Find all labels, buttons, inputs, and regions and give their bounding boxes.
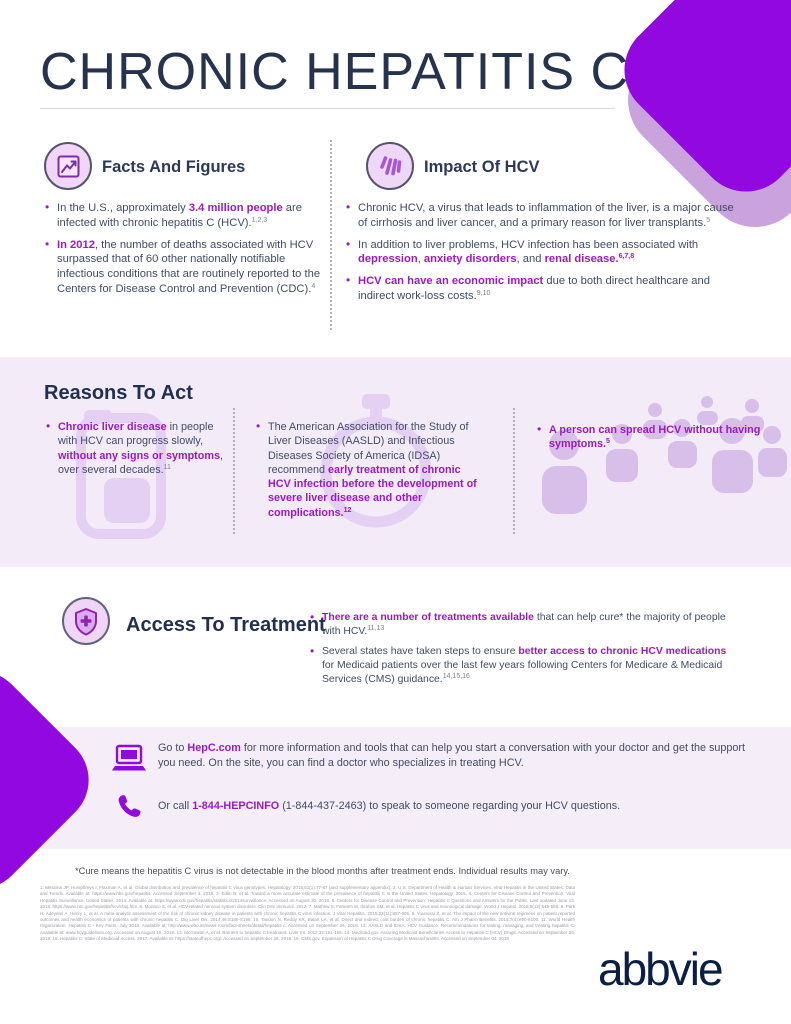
text-segment: depression xyxy=(358,253,418,266)
cta-web-text xyxy=(158,741,762,771)
reasons-col3-list xyxy=(537,423,772,459)
text-segment: without any signs or symptoms xyxy=(58,449,220,462)
facts-list xyxy=(45,201,327,304)
text-segment: The American Association for the Study of Liver Diseases (AASLD) and Infectious Diseases Society of America (IDSA) recommend xyxy=(268,421,469,476)
shield-cross-icon xyxy=(62,597,110,645)
text-segment: In addition to liver problems, HCV infection has been associated with xyxy=(358,238,699,251)
impact-heading: Impact Of HCV xyxy=(424,158,540,176)
phone-icon xyxy=(116,793,143,825)
superscript: 6,7,8 xyxy=(618,253,635,261)
text-segment: In 2012 xyxy=(57,238,95,251)
cta-phone-text xyxy=(158,799,762,814)
list-item xyxy=(537,423,772,452)
superscript: 14,15,16 xyxy=(442,672,470,680)
superscript: 11 xyxy=(163,463,171,471)
reasons-heading: Reasons To Act xyxy=(44,382,193,404)
text-segment: due to both direct healthcare and indirect work-loss costs. xyxy=(358,275,710,302)
reasons-col1-list xyxy=(46,420,224,484)
text-segment: Or call xyxy=(158,800,193,812)
superscript: 5 xyxy=(706,216,711,224)
list-item xyxy=(45,238,327,297)
text-segment: for Medicaid patients over the last few years following Centers for Medicare & Medicaid Services (CMS) guidance. xyxy=(322,660,723,685)
text-segment: HepC.com xyxy=(187,742,241,754)
superscript: 11,13 xyxy=(367,624,385,632)
text-segment: in people with HCV can progress slowly, xyxy=(58,421,214,448)
text-segment: Several states have taken steps to ensure xyxy=(322,646,519,658)
list-item xyxy=(256,420,484,520)
text-segment: anxiety disorders xyxy=(423,253,517,266)
text-segment: Go to xyxy=(158,742,188,754)
text-segment: 1-844-HEPCINFO xyxy=(192,800,280,812)
text-segment: , xyxy=(417,253,424,266)
text-segment: that can help cure* the majority of people with HCV. xyxy=(322,612,726,637)
text-segment: (1-844-437-2463) to speak to someone regarding your HCV questions. xyxy=(279,800,621,812)
text-segment: , and xyxy=(516,253,545,266)
list-item xyxy=(310,645,728,686)
reasons-divider-2 xyxy=(513,408,515,534)
list-item xyxy=(346,274,746,304)
superscript: 9,10 xyxy=(476,289,491,297)
laptop-icon xyxy=(110,744,148,779)
superscript: 1,2,3 xyxy=(251,216,268,224)
list-item xyxy=(46,420,224,477)
abbvie-logo: abbvie xyxy=(598,943,722,995)
superscript: 4 xyxy=(311,282,316,290)
text-segment: HCV can have an economic impact xyxy=(358,275,544,288)
access-heading: Access To Treatment xyxy=(126,614,326,636)
title-divider xyxy=(40,108,615,109)
text-segment: , over several decades. xyxy=(58,449,223,476)
column-divider xyxy=(330,140,332,330)
text-segment: Chronic liver disease xyxy=(58,421,167,433)
reasons-col2-list xyxy=(256,420,484,527)
list-item xyxy=(45,201,327,231)
references: 1. Messina JP, Humphreys I, Flaxman A, et al. Global distribution and prevalence of hepatitis C virus genotypes. Hepatology. 2015;61(1):77-87 (and supplementary appendix). 2. U.S. Department of Health & Human Services. Viral Hepatitis in the United States: Data and Trends. Available at: https://www.hhs.gov/hepatitis. Accessed September 4, 2018. 3. Edlin B, et al. Toward a more accurate estimate of the prevalence of hepatitis C in the United States. Hepatology. 2015. 4. Centers for Disease Control and Prevention. Viral Hepatitis Surveillance, United States, 2014. Available at: https://www.cdc.gov/hepatitis/statistics/2014surveillance. Accessed on August 30, 2018. 5. Centers for Disease Control and Prevention. Hepatitis C Questions and Answers for the Public. Last updated June 13, 2018. https://www.cdc.gov/hepatitis/hcv/cfaq.htm. 6. Monaco S, et al. HCV-related nervous system disorders. Clin Dev Immunol. 2012. 7. Mathew S, Faheem M, Ibrahim SM, et al. Hepatitis C virus and neurological damage. World J Hepatol. 2016;8(12):545-556. 8. Park H, Adeyemi A, Henry L, et al. A meta-analytic assessment of the risk of chronic kidney disease in patients with chronic hepatitis C virus infection. J Viral Hepatitis. 2015;22(11):897-905. 9. Younossi Z, et al. The impact of the new antiviral regimens on patient reported outcomes and health economics of patients with chronic hepatitis C. Dig Liver Dis. 2014;46:S186-S196. 10. Tandon N, Reddy KR, Balart LA, et al. Direct and indirect cost burden of chronic hepatitis C. Am J Pharm Benefits. 2015;7(4):e90-e100. 11. World Health Organization. Hepatitis C - Key Facts. July 2018. Available at: http://www.who.int/news-room/fact-sheets/detail/hepatitis-c. Accessed on September 26, 2018. 12. AASLD and IDSA. HCV Guidance: Recommendations for testing, managing, and treating hepatitis C. Available at: www.hcvguidelines.org. Accessed on August 15, 2018. 13. McGowan A, et al. Barriers to hepatitis C treatment. Liver Int. 2012;32:151-156. 14. Medicaid.gov. Assuring Medicaid Beneficiaries Access to Hepatitis C (HCV) Drugs. Accessed on September 26, 2018. 15. Hepatitis C: State of Medicaid Access. 2017. Available at: https://stateofhepc.org/. Accessed on September 26, 2018. 16. CMS.gov. Expansion of Hepatitis C Drug Coverage in Massachusetts. Accessed on September 04, 2018. xyxy=(40,885,575,941)
text-segment: are infected with chronic hepatitis C (HCV). xyxy=(57,202,302,229)
text-segment: better access to chronic HCV medications xyxy=(518,646,727,658)
facts-heading: Facts And Figures xyxy=(102,158,246,176)
text-segment: A person can spread HCV without having symptoms. xyxy=(549,424,761,451)
virus-icon xyxy=(366,142,414,190)
superscript: 5 xyxy=(606,438,610,446)
superscript: 12 xyxy=(343,506,352,514)
people-watermark-icon xyxy=(522,392,791,537)
reasons-divider-1 xyxy=(233,408,235,534)
list-item xyxy=(310,611,728,638)
text-segment: for more information and tools that can help you start a conversation with your doctor and get the support you need. On the site, you can find a doctor who specializes in treating HCV. xyxy=(158,742,745,770)
text-segment: In the U.S., approximately xyxy=(57,202,189,214)
text-segment: renal disease. xyxy=(544,253,619,266)
text-segment: early treatment of chronic HCV infection before the development of severe liver disease and other complications. xyxy=(268,463,477,519)
text-segment: There are a number of treatments available xyxy=(322,612,534,623)
impact-list xyxy=(346,201,746,311)
text-segment: Chronic HCV, a virus that leads to inflammation of the liver, is a major cause of cirrhosis and liver cancer, and a primary reason for liver transplants. xyxy=(358,202,734,229)
access-list xyxy=(310,611,728,694)
text-segment: , the number of deaths associated with HCV surpassed that of 60 other nationally notifiable infectious conditions that are routinely reported to the Centers for Disease Control and Prevention (CDC). xyxy=(57,238,321,295)
footnote: *Cure means the hepatitis C virus is not detectable in the blood months after treatment ends. Individual results may vary. xyxy=(75,866,570,876)
list-item xyxy=(346,201,746,231)
list-item xyxy=(346,238,746,268)
text-segment: 3.4 million people xyxy=(188,202,283,214)
chart-icon xyxy=(44,142,92,190)
page-title: CHRONIC HEPATITIS C xyxy=(40,43,630,101)
